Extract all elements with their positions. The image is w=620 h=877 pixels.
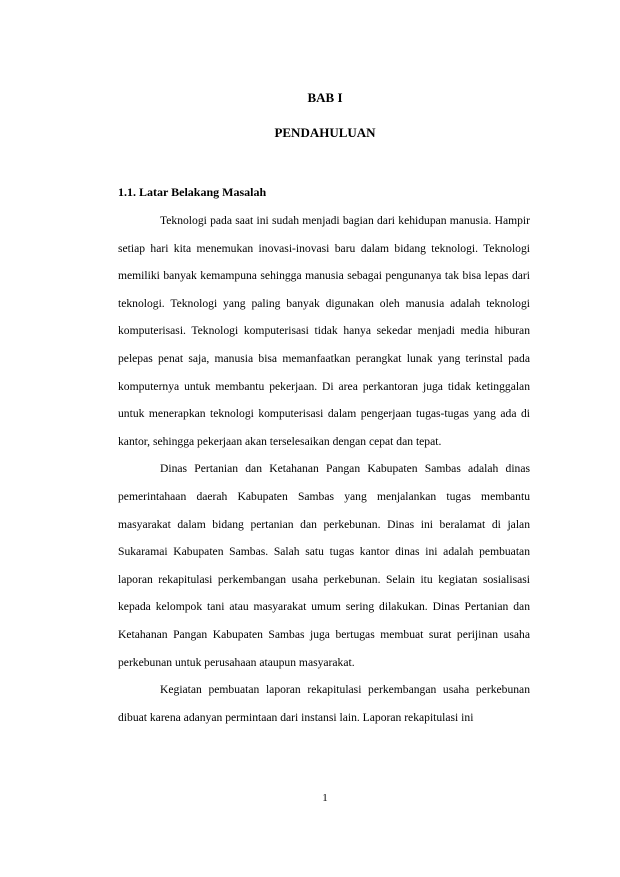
body-text	[118, 207, 530, 731]
paragraph: Dinas Pertanian dan Ketahanan Pangan Kabupaten Sambas adalah dinas pemerintahaan daerah Kabupaten Sambas yang menjalankan tugas membantu masyarakat dalam bidang pertanian dan perkebunan. Dinas ini beralamat di jalan Sukaramai Kabupaten Sambas. Salah satu tugas kantor dinas ini adalah pembuatan laporan rekapitulasi perkembangan usaha perkebunan. Selain itu kegiatan sosialisasi kepada kelompok tani atau masyarakat umum sering dilakukan. Dinas Pertanian dan Ketahanan Pangan Kabupaten Sambas juga bertugas membuat surat perijinan usaha perkebunan untuk perusahaan ataupun masyarakat.	[118, 462, 530, 669]
chapter-number: BAB I	[307, 90, 343, 105]
paragraph: Teknologi pada saat ini sudah menjadi bagian dari kehidupan manusia. Hampir setiap hari kita menemukan inovasi-inovasi baru dalam bidang teknologi. Teknologi memiliki banyak kemampuna sehingga manusia sebagai pengunanya tak bisa lepas dari teknologi. Teknologi yang paling banyak digunakan oleh manusia adalah teknologi komputerisasi. Teknologi komputerisasi tidak hanya sekedar menjadi media hiburan pelepas penat saja, manusia bisa memanfaatkan perangkat lunak yang terinstal pada komputernya untuk membantu pekerjaan. Di area perkantoran juga tidak ketinggalan untuk menerapkan teknologi komputerisasi dalam pengerjaan tugas-tugas yang ada di kantor, sehingga pekerjaan akan terselesaikan dengan cepat dan tepat.	[118, 214, 530, 448]
page-number: 1	[322, 792, 328, 804]
chapter-title: PENDAHULUAN	[274, 125, 376, 140]
section-heading: 1.1. Latar Belakang Masalah	[118, 185, 267, 199]
paragraph: Kegiatan pembuatan laporan rekapitulasi perkembangan usaha perkebunan dibuat karena adanyan permintaan dari instansi lain. Laporan rekapitulasi ini	[118, 683, 530, 724]
